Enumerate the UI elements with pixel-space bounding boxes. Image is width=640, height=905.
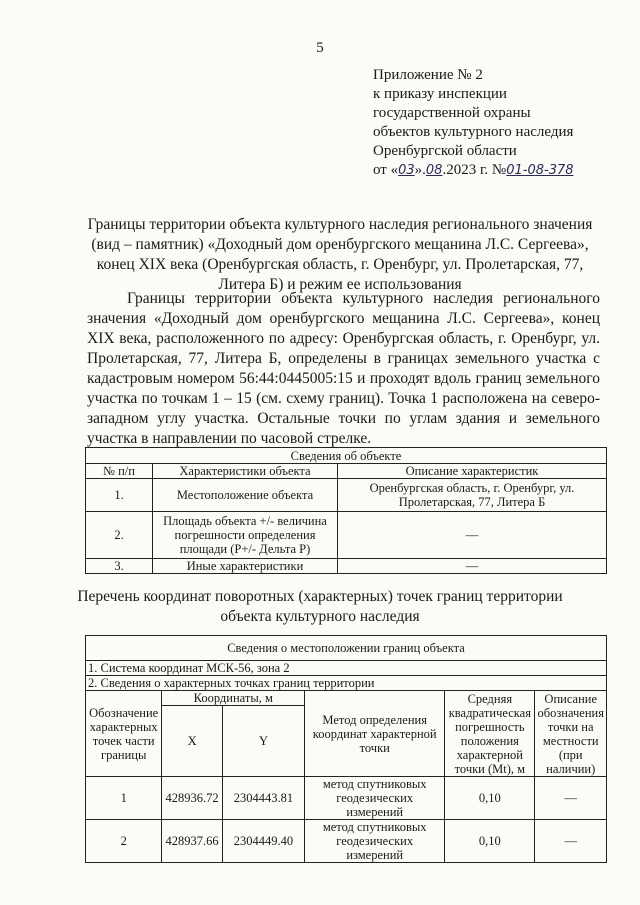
point-method: метод спутниковых геодезических измерений xyxy=(305,820,445,863)
table-row xyxy=(86,777,607,820)
row-number: 3. xyxy=(86,559,153,574)
body-paragraph: Границы территории объекта культурного наследия регионального значения «Доходный дом оренбургского мещанина Л.С. Сергеева», конец XIX века, расположенного по адресу: Оренбургская область, г. Оренбург, ул. Пролетарская, 77, Литера Б, определены в границах земельного участка с кадастровым номером 56:44:0445005:15 и проходят вдоль границ земельного участка по точкам 1 – 15 (см. схему границ). Точка 1 расположена на северо-западном углу участка. Остальные точки по углам здания и земельного участка в направлении по часовой стрелке. xyxy=(87,290,600,447)
row-description: Оренбургская область, г. Оренбург, ул. Пролетарская, 77, Литера Б xyxy=(338,479,607,512)
row-number: 2. xyxy=(86,512,153,559)
column-header: X xyxy=(162,706,222,777)
column-header: Описание обозначения точки на местности (при наличии) xyxy=(535,691,607,777)
annex-date-line xyxy=(373,161,623,180)
point-x: 428936.72 xyxy=(162,777,222,820)
table-row xyxy=(86,820,607,863)
column-header: Y xyxy=(222,706,304,777)
annex-header xyxy=(373,66,623,180)
column-header: Средняя квадратическая погрешность положения характерной точки (Mt), м xyxy=(445,691,535,777)
column-header: Метод определения координат характерной точки xyxy=(305,691,445,777)
point-x: 428937.66 xyxy=(162,820,222,863)
subtitle-line: объекта культурного наследия xyxy=(220,608,420,625)
section-header: 2. Сведения о характерных точках границ территории xyxy=(86,676,607,691)
order-number: 01-08-378 xyxy=(506,163,574,178)
column-header: Обозначение характерных точек части границы xyxy=(86,691,162,777)
table-caption: Сведения о местоположении границ объекта xyxy=(86,636,607,661)
point-y: 2304443.81 xyxy=(222,777,304,820)
point-error: 0,10 xyxy=(445,777,535,820)
title-line: конец XIX века (Оренбургская область, г. Оренбург, ул. Пролетарская, 77, xyxy=(96,256,584,273)
row-characteristic: Иные характеристики xyxy=(153,559,338,574)
title-line: Границы территории объекта культурного наследия регионального значения xyxy=(87,216,593,233)
date-year: .2023 г. № xyxy=(442,162,507,178)
page-number: 5 xyxy=(316,40,324,56)
annex-line: Приложение № 2 xyxy=(373,67,483,83)
title-line: Литера Б) и режим ее использования xyxy=(218,276,462,293)
column-header: Координаты, м xyxy=(162,691,305,706)
point-mark: — xyxy=(535,820,607,863)
point-id: 1 xyxy=(86,777,162,820)
subtitle-line: Перечень координат поворотных (характерных) точек границ территории xyxy=(77,588,563,605)
document-title xyxy=(70,215,610,295)
table-row xyxy=(86,559,607,574)
date-sep: ». xyxy=(414,162,426,178)
point-mark: — xyxy=(535,777,607,820)
title-line: (вид – памятник) «Доходный дом оренбургского мещанина Л.С. Сергеева», xyxy=(91,236,589,253)
row-description: — xyxy=(338,559,607,574)
section-header: 1. Система координат МСК-56, зона 2 xyxy=(86,661,607,676)
table-caption: Сведения об объекте xyxy=(86,448,607,464)
coordinates-title xyxy=(0,587,640,627)
annex-line: объектов культурного наследия xyxy=(373,124,574,140)
annex-line: к приказу инспекции xyxy=(373,86,507,102)
annex-line: Оренбургской области xyxy=(373,143,517,159)
point-y: 2304449.40 xyxy=(222,820,304,863)
date-day: 03 xyxy=(398,163,415,178)
row-characteristic: Местоположение объекта xyxy=(153,479,338,512)
row-description: — xyxy=(338,512,607,559)
row-number: 1. xyxy=(86,479,153,512)
point-method: метод спутниковых геодезических измерений xyxy=(305,777,445,820)
table-row xyxy=(86,512,607,559)
column-header: № п/п xyxy=(86,464,153,479)
point-error: 0,10 xyxy=(445,820,535,863)
point-id: 2 xyxy=(86,820,162,863)
coordinates-table xyxy=(85,635,607,863)
annex-line: государственной охраны xyxy=(373,105,531,121)
date-prefix: от « xyxy=(373,162,399,178)
column-header: Характеристики объекта xyxy=(153,464,338,479)
column-header: Описание характеристик xyxy=(338,464,607,479)
date-month: 08 xyxy=(425,163,443,178)
object-info-table xyxy=(85,447,607,574)
table-row xyxy=(86,479,607,512)
row-characteristic: Площадь объекта +/- величина погрешности определения площади (P+/- Дельта P) xyxy=(153,512,338,559)
